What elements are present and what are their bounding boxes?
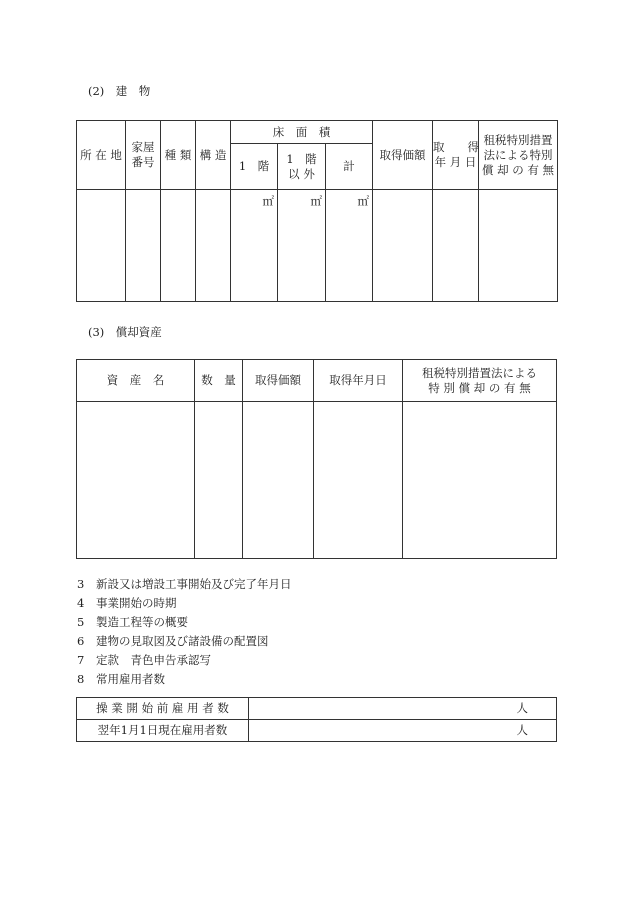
header-quantity: 数 量 [195,360,243,402]
list-item: 7 定款 青色申告承認写 [77,653,211,667]
header-asset-acquisition-price: 取得価額 [243,360,314,402]
list-item: 4 事業開始の時期 [77,596,177,610]
assets-table [76,359,557,559]
list-item: 5 製造工程等の概要 [77,615,188,629]
assets-section-title: (3) 償却資産 [88,325,162,339]
header-acquisition-price: 取得価額 [373,121,433,190]
header-house-number: 家屋 番号 [126,121,161,190]
header-floor-area: 床 面 積 [231,121,373,144]
cell-structure[interactable] [196,190,231,302]
cell-total-unit[interactable]: ㎡ [326,190,373,302]
header-type: 種 類 [161,121,196,190]
building-section-title: (2) 建 物 [88,84,151,98]
cell-other-floors-unit[interactable]: ㎡ [278,190,326,302]
header-special-depreciation: 租税特別措置 法による特別 償 却 の 有 無 [479,121,558,190]
cell-asset-acquisition-price[interactable] [243,402,314,559]
header-first-floor: 1 階 [231,144,278,190]
cell-asset-name[interactable] [77,402,195,559]
employees-before-label: 操 業 開 始 前 雇 用 者 数 [77,698,249,720]
header-asset-acquisition-date: 取得年月日 [314,360,403,402]
cell-special-depreciation[interactable] [479,190,558,302]
cell-asset-acquisition-date[interactable] [314,402,403,559]
cell-location[interactable] [77,190,126,302]
cell-acquisition-date[interactable] [433,190,479,302]
header-total: 計 [326,144,373,190]
header-asset-name: 資 産 名 [77,360,195,402]
attachment-list [77,575,292,689]
header-structure: 構 造 [196,121,231,190]
header-asset-special-depreciation: 租税特別措置法による 特 別 償 却 の 有 無 [403,360,557,402]
cell-type[interactable] [161,190,196,302]
employees-before-value[interactable]: 人 [249,698,557,720]
list-item: 3 新設又は増設工事開始及び完了年月日 [77,577,292,591]
header-acquisition-date: 取 得 年 月 日 [433,121,479,190]
building-table [76,120,558,302]
list-item: 8 常用雇用者数 [77,672,165,686]
employees-table [76,697,557,742]
header-other-floors: 1 階 以 外 [278,144,326,190]
list-item: 6 建物の見取図及び諸設備の配置図 [77,634,269,648]
cell-asset-special-depreciation[interactable] [403,402,557,559]
header-location: 所 在 地 [77,121,126,190]
employees-next-year-label: 翌年1月1日現在雇用者数 [77,720,249,742]
cell-quantity[interactable] [195,402,243,559]
cell-acquisition-price[interactable] [373,190,433,302]
cell-house-number[interactable] [126,190,161,302]
cell-first-floor-unit[interactable]: ㎡ [231,190,278,302]
employees-next-year-value[interactable]: 人 [249,720,557,742]
